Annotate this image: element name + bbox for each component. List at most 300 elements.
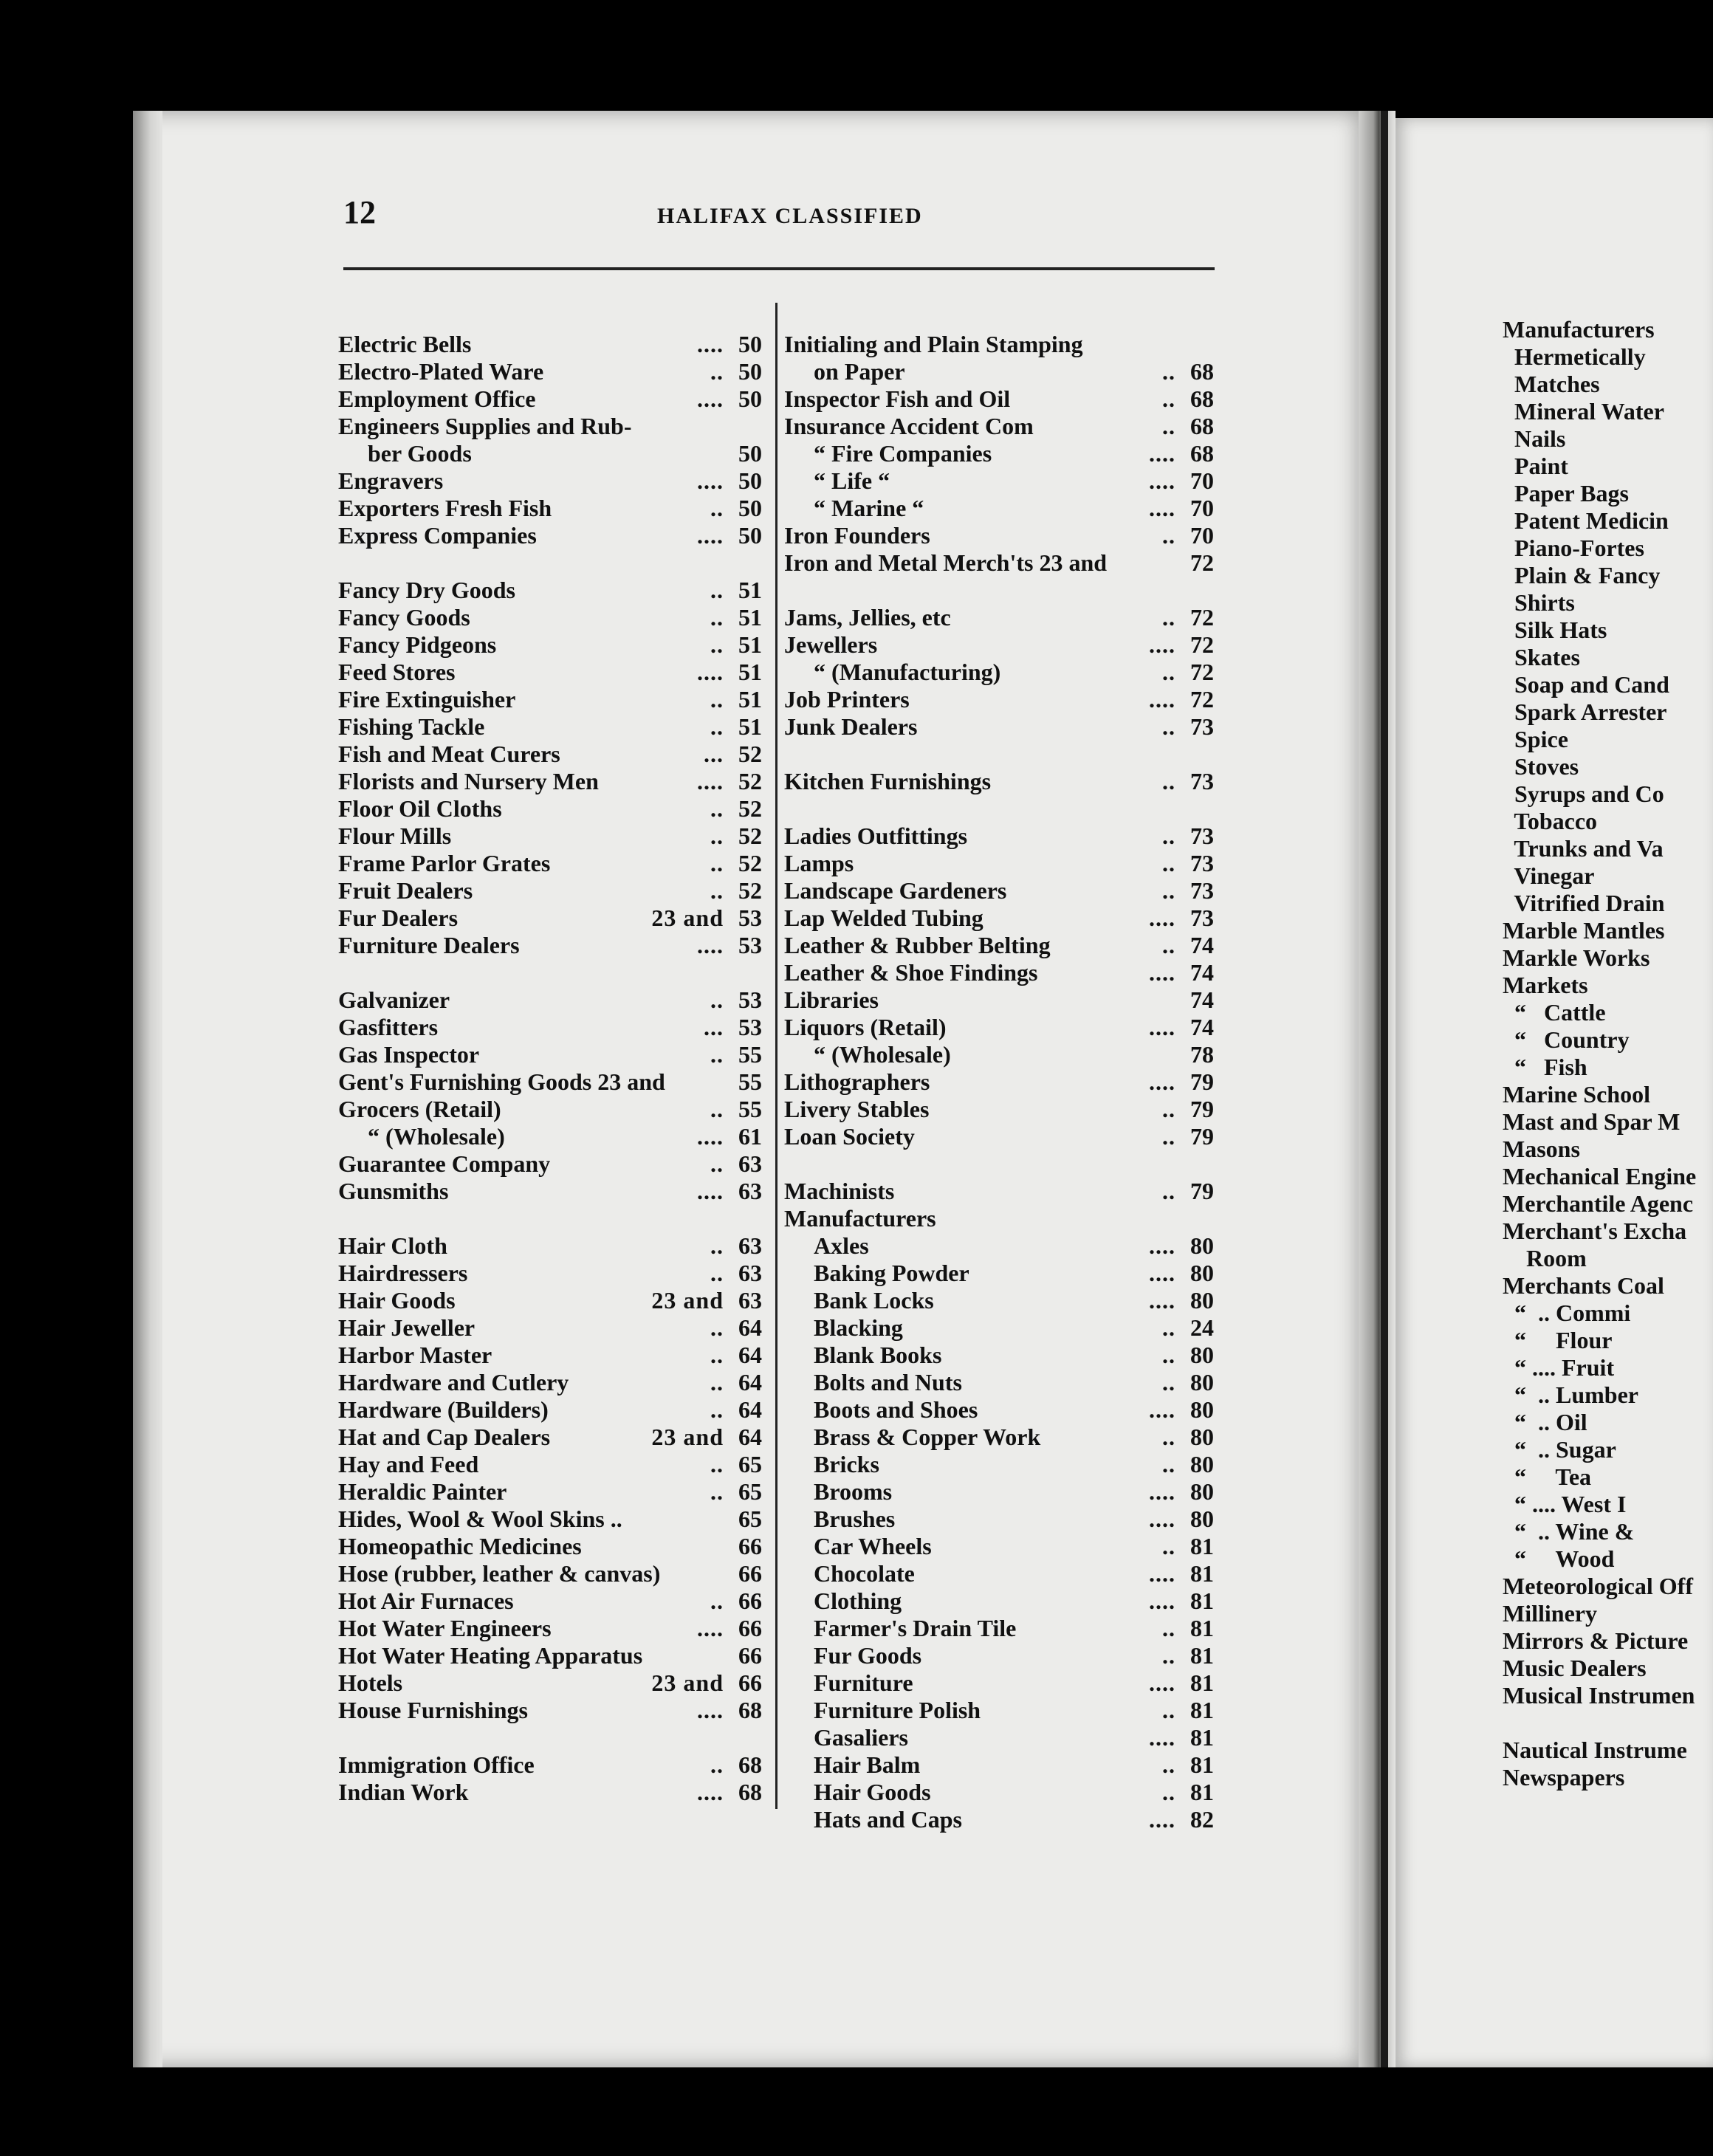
index-entry [338, 904, 762, 932]
entry-label: Hair Goods [338, 1287, 456, 1314]
entry-leader: .. [710, 1314, 724, 1341]
right-page-entry: Shirts [1503, 589, 1575, 616]
entry-label: Gunsmiths [338, 1178, 449, 1204]
entry-leader: .... [697, 1178, 724, 1204]
entry-leader: .... [1149, 1560, 1175, 1587]
index-column-middle [784, 331, 1214, 1833]
entry-leader: .. [710, 686, 724, 713]
index-entry [338, 959, 762, 986]
index-entry [338, 1779, 762, 1806]
right-page-entry: Markets [1503, 972, 1588, 998]
entry-page-number: 80 [1190, 1260, 1214, 1286]
entry-page-number: 53 [738, 1014, 762, 1040]
entry-label: Bolts and Nuts [814, 1369, 962, 1395]
index-entry [784, 741, 1214, 768]
right-page-entry: Marine School [1503, 1081, 1650, 1108]
index-entry [784, 1205, 1214, 1232]
entry-label: Brushes [814, 1506, 896, 1532]
index-entry [338, 1424, 762, 1451]
entry-leader: .. [710, 1369, 724, 1395]
index-entry [784, 1396, 1214, 1424]
entry-label: Brass & Copper Work [814, 1424, 1041, 1450]
index-column-right-page [1503, 316, 1696, 1791]
right-page-entry: “ Fish [1503, 1054, 1587, 1080]
entry-label: Fur Dealers [338, 904, 459, 931]
entry-leader: .. [1162, 932, 1175, 958]
entry-page-number: 52 [738, 768, 762, 794]
entry-page-number: 79 [1190, 1123, 1214, 1150]
entry-page-number: 68 [1190, 440, 1214, 467]
entry-leader: .. [710, 1232, 724, 1259]
entry-page-number: 65 [738, 1506, 762, 1532]
entry-leader: .... [697, 659, 724, 685]
right-page-entry: “ Cattle [1503, 999, 1606, 1026]
gutter-shadow [1381, 111, 1388, 2067]
entry-leader: .. [1162, 1779, 1175, 1805]
entry-leader: .. [1162, 1615, 1175, 1641]
entry-label: Iron Founders [784, 522, 930, 549]
entry-label: Fancy Goods [338, 604, 470, 631]
right-page-entry: “ .. Wine & [1503, 1518, 1635, 1545]
entry-leader: .. [1162, 1096, 1175, 1122]
index-entry [338, 1751, 762, 1779]
entry-label: Lap Welded Tubing [784, 904, 983, 931]
entry-label: Jewellers [784, 631, 878, 658]
entry-leader: .. [1162, 1751, 1175, 1778]
index-entry [338, 385, 762, 413]
entry-page-number: 64 [738, 1314, 762, 1341]
entry-label: Fire Extinguisher [338, 686, 516, 713]
index-entry [784, 467, 1214, 495]
index-entry [338, 850, 762, 877]
entry-page-number: 52 [738, 850, 762, 876]
entry-label: Homeopathic Medicines [338, 1533, 582, 1559]
entry-page-number: 66 [738, 1533, 762, 1559]
entry-label: Fur Goods [814, 1642, 922, 1669]
entry-label: Floor Oil Cloths [338, 795, 502, 822]
entry-label: Fancy Pidgeons [338, 631, 497, 658]
entry-label: Lamps [784, 850, 854, 876]
entry-page-number: 55 [738, 1041, 762, 1068]
index-entry [784, 1068, 1214, 1096]
entry-label: Iron and Metal Merch'ts 23 and [784, 549, 1108, 576]
entry-leader: .... [1149, 467, 1175, 494]
index-entry [338, 1232, 762, 1260]
entry-page-number: 78 [1190, 1041, 1214, 1068]
entry-label: Brooms [814, 1478, 893, 1505]
entry-leader: .. [1162, 1533, 1175, 1559]
page-title: HALIFAX CLASSIFIED [657, 204, 923, 228]
entry-page-number: 52 [738, 741, 762, 767]
entry-page-number: 73 [1190, 768, 1214, 794]
entry-label: Clothing [814, 1587, 902, 1614]
entry-label: Florists and Nursery Men [338, 768, 599, 794]
entry-page-number: 51 [738, 713, 762, 740]
index-entry [338, 577, 762, 604]
right-page-entry: Spice [1503, 726, 1568, 752]
entry-leader: .... [1149, 1669, 1175, 1696]
index-entry [338, 1314, 762, 1342]
right-page-entry: “ .... West I [1503, 1491, 1627, 1517]
index-entry [784, 1342, 1214, 1369]
entry-label: Immigration Office [338, 1751, 535, 1778]
entry-label: Gas Inspector [338, 1041, 480, 1068]
index-entry [338, 1068, 762, 1096]
entry-page-number: 50 [738, 331, 762, 357]
index-entry [784, 1724, 1214, 1751]
entry-leader: .. [1162, 768, 1175, 794]
entry-page-number: 80 [1190, 1287, 1214, 1314]
right-page-entry: “ .. Oil [1503, 1409, 1587, 1435]
entry-label: Loan Society [784, 1123, 915, 1150]
entry-label: Leather & Rubber Belting [784, 932, 1051, 958]
entry-page-number: 80 [1190, 1232, 1214, 1259]
right-page-entry: Vinegar [1503, 862, 1595, 889]
index-entry [784, 959, 1214, 986]
index-entry [338, 1096, 762, 1123]
entry-label: Frame Parlor Grates [338, 850, 551, 876]
entry-label: Hotels [338, 1669, 403, 1696]
right-page-entry [1503, 1709, 1696, 1737]
entry-leader: .. [1162, 604, 1175, 631]
index-entry [338, 877, 762, 904]
entry-leader: .... [1149, 440, 1175, 467]
entry-page-number: 72 [1190, 659, 1214, 685]
entry-label: “ (Wholesale) [814, 1041, 951, 1068]
index-entry [338, 1342, 762, 1369]
entry-leader: .... [697, 932, 724, 958]
entry-page-number: 51 [738, 659, 762, 685]
entry-page-number: 81 [1190, 1724, 1214, 1751]
right-page-entry: “ .. Commi [1503, 1300, 1631, 1326]
right-page-entry: Mirrors & Picture [1503, 1627, 1689, 1654]
right-page-entry: Stoves [1503, 753, 1579, 780]
right-page-entry: Hermetically [1503, 343, 1646, 370]
entry-leader: .... [1149, 1014, 1175, 1040]
entry-label: Grocers (Retail) [338, 1096, 501, 1122]
entry-leader: 23 and [651, 1669, 724, 1696]
entry-leader: .... [697, 768, 724, 794]
index-entry [338, 1724, 762, 1751]
entry-leader: .. [1162, 1369, 1175, 1395]
entry-page-number: 64 [738, 1424, 762, 1450]
index-entry [784, 1232, 1214, 1260]
index-entry [784, 631, 1214, 659]
entry-leader: .. [710, 877, 724, 904]
entry-leader: .. [710, 1478, 724, 1505]
entry-page-number: 53 [738, 932, 762, 958]
index-entry [338, 495, 762, 522]
entry-page-number: 50 [738, 522, 762, 549]
right-page-entry: Nautical Instrume [1503, 1737, 1687, 1763]
entry-label: Farmer's Drain Tile [814, 1615, 1017, 1641]
entry-page-number: 66 [738, 1615, 762, 1641]
entry-page-number: 50 [738, 358, 762, 385]
index-entry [784, 1533, 1214, 1560]
entry-page-number: 74 [1190, 1014, 1214, 1040]
entry-leader: .. [710, 1260, 724, 1286]
entry-leader: .. [710, 1451, 724, 1477]
index-entry [784, 1587, 1214, 1615]
right-page-entry: Marble Mantles [1503, 917, 1665, 944]
entry-label: Hides, Wool & Wool Skins .. [338, 1506, 622, 1532]
entry-label: Blacking [814, 1314, 903, 1341]
entry-page-number: 66 [738, 1587, 762, 1614]
entry-label: Lithographers [784, 1068, 930, 1095]
index-entry [784, 440, 1214, 467]
entry-label: Hairdressers [338, 1260, 468, 1286]
entry-leader: .... [1149, 631, 1175, 658]
index-entry [784, 577, 1214, 604]
index-entry [784, 904, 1214, 932]
index-entry [784, 686, 1214, 713]
entry-label: Feed Stores [338, 659, 456, 685]
entry-page-number: 64 [738, 1396, 762, 1423]
index-entry [338, 1533, 762, 1560]
index-entry [784, 768, 1214, 795]
entry-label: Heraldic Painter [338, 1478, 507, 1505]
entry-label: Bricks [814, 1451, 879, 1477]
entry-page-number: 52 [738, 795, 762, 822]
entry-page-number: 81 [1190, 1587, 1214, 1614]
entry-leader: .. [1162, 358, 1175, 385]
index-entry [338, 631, 762, 659]
entry-label: Liquors (Retail) [784, 1014, 947, 1040]
index-entry [338, 659, 762, 686]
entry-leader: .... [1149, 1287, 1175, 1314]
index-entry [338, 741, 762, 768]
entry-leader: .... [697, 522, 724, 549]
index-entry [338, 1123, 762, 1150]
entry-label: Electric Bells [338, 331, 472, 357]
entry-label: Flour Mills [338, 823, 452, 849]
index-entry [338, 1260, 762, 1287]
entry-page-number: 61 [738, 1123, 762, 1150]
index-entry [784, 1014, 1214, 1041]
entry-page-number: 68 [1190, 385, 1214, 412]
right-page-entry: Millinery [1503, 1600, 1597, 1627]
index-entry [338, 1396, 762, 1424]
entry-page-number: 81 [1190, 1533, 1214, 1559]
entry-label: Furniture Dealers [338, 932, 520, 958]
entry-leader: .. [1162, 823, 1175, 849]
right-page-entry: “ Tea [1503, 1463, 1592, 1490]
entry-page-number: 52 [738, 823, 762, 849]
entry-label: Hot Water Engineers [338, 1615, 552, 1641]
entry-label: Hose (rubber, leather & canvas) [338, 1560, 661, 1587]
entry-leader: .. [710, 1096, 724, 1122]
index-entry [784, 823, 1214, 850]
entry-leader: .. [1162, 713, 1175, 740]
entry-page-number: 64 [738, 1342, 762, 1368]
entry-page-number: 68 [738, 1779, 762, 1805]
entry-label: Insurance Accident Com [784, 413, 1034, 439]
entry-page-number: 73 [1190, 850, 1214, 876]
entry-page-number: 80 [1190, 1478, 1214, 1505]
entry-page-number: 81 [1190, 1560, 1214, 1587]
entry-page-number: 63 [738, 1178, 762, 1204]
right-page-entry: Skates [1503, 644, 1580, 670]
index-entry [338, 1287, 762, 1314]
entry-page-number: 81 [1190, 1779, 1214, 1805]
entry-label: Inspector Fish and Oil [784, 385, 1011, 412]
entry-page-number: 51 [738, 604, 762, 631]
entry-page-number: 70 [1190, 495, 1214, 521]
index-entry [338, 686, 762, 713]
entry-label: Job Printers [784, 686, 910, 713]
index-entry [784, 1424, 1214, 1451]
right-page-entry: Tobacco [1503, 808, 1598, 834]
right-page-entry: “ Wood [1503, 1545, 1615, 1572]
right-page-entry: Piano-Fortes [1503, 535, 1644, 561]
index-entry [784, 1751, 1214, 1779]
entry-page-number: 80 [1190, 1506, 1214, 1532]
entry-label: Hair Jeweller [338, 1314, 476, 1341]
right-page-entry: Paper Bags [1503, 480, 1629, 507]
entry-label: Engravers [338, 467, 444, 494]
index-entry [338, 467, 762, 495]
index-entry [784, 1178, 1214, 1205]
entry-leader: .. [710, 358, 724, 385]
index-entry [338, 932, 762, 959]
entry-leader: .. [710, 1587, 724, 1614]
entry-label: Exporters Fresh Fish [338, 495, 552, 521]
entry-label: Employment Office [338, 385, 536, 412]
index-entry [784, 877, 1214, 904]
index-entry [784, 549, 1214, 577]
entry-page-number: 73 [1190, 713, 1214, 740]
entry-leader: .... [1149, 1806, 1175, 1833]
index-entry [338, 1669, 762, 1697]
entry-page-number: 72 [1190, 604, 1214, 631]
entry-label: House Furnishings [338, 1697, 528, 1723]
entry-label: Kitchen Furnishings [784, 768, 992, 794]
index-entry [338, 1014, 762, 1041]
entry-label: “ Marine “ [814, 495, 924, 521]
entry-page-number: 50 [738, 385, 762, 412]
entry-page-number: 52 [738, 877, 762, 904]
index-entry [784, 1615, 1214, 1642]
entry-leader: .. [1162, 1123, 1175, 1150]
right-page-entry: Merchant's Excha [1503, 1218, 1687, 1244]
entry-page-number: 66 [738, 1560, 762, 1587]
right-page-entry: Spark Arrester [1503, 698, 1667, 725]
index-entry [784, 1314, 1214, 1342]
entry-page-number: 51 [738, 577, 762, 603]
entry-label: Machinists [784, 1178, 895, 1204]
index-entry [784, 1642, 1214, 1669]
entry-label: Furniture Polish [814, 1697, 981, 1723]
index-entry [784, 1041, 1214, 1068]
entry-label: Hat and Cap Dealers [338, 1424, 551, 1450]
index-entry [338, 1615, 762, 1642]
entry-label: Blank Books [814, 1342, 942, 1368]
entry-leader: .... [1149, 1232, 1175, 1259]
right-page-entry: “ .... Fruit [1503, 1354, 1615, 1381]
entry-page-number: 66 [738, 1669, 762, 1696]
index-entry [784, 795, 1214, 823]
entry-label: Gasaliers [814, 1724, 908, 1751]
entry-page-number: 74 [1190, 959, 1214, 986]
entry-label: “ (Manufacturing) [814, 659, 1001, 685]
entry-leader: .... [1149, 495, 1175, 521]
index-entry [338, 1506, 762, 1533]
right-page-entry: Soap and Cand [1503, 671, 1669, 698]
entry-label: on Paper [814, 358, 905, 385]
entry-page-number: 51 [738, 686, 762, 713]
entry-page-number: 80 [1190, 1369, 1214, 1395]
entry-page-number: 55 [738, 1096, 762, 1122]
right-page-entry: Patent Medicin [1503, 507, 1669, 534]
page-number: 12 [343, 194, 376, 230]
index-entry [784, 522, 1214, 549]
entry-leader: .. [710, 823, 724, 849]
index-entry [784, 850, 1214, 877]
index-entry [784, 1806, 1214, 1833]
entry-leader: .. [710, 577, 724, 603]
entry-page-number: 72 [1190, 631, 1214, 658]
entry-leader: .. [1162, 1642, 1175, 1669]
entry-page-number: 50 [738, 495, 762, 521]
right-page-entry: Mineral Water [1503, 398, 1664, 425]
right-page-entry: Merchantile Agenc [1503, 1190, 1694, 1217]
right-page-entry: “ .. Sugar [1503, 1436, 1616, 1463]
entry-label: Boots and Shoes [814, 1396, 978, 1423]
entry-leader: .. [1162, 1697, 1175, 1723]
entry-page-number: 80 [1190, 1396, 1214, 1423]
entry-page-number: 72 [1190, 549, 1214, 576]
entry-label: Hair Cloth [338, 1232, 447, 1259]
index-entry [784, 413, 1214, 440]
entry-page-number: 79 [1190, 1178, 1214, 1204]
index-entry [338, 522, 762, 549]
entry-page-number: 81 [1190, 1697, 1214, 1723]
entry-leader: .. [1162, 659, 1175, 685]
entry-leader: .... [697, 385, 724, 412]
entry-label: Fancy Dry Goods [338, 577, 515, 603]
entry-leader: .. [1162, 385, 1175, 412]
entry-page-number: 74 [1190, 986, 1214, 1013]
entry-page-number: 64 [738, 1369, 762, 1395]
right-page-entry: Manufacturers [1503, 316, 1655, 343]
index-entry [784, 986, 1214, 1014]
entry-leader: .. [1162, 413, 1175, 439]
entry-leader: .... [697, 331, 724, 357]
entry-label: Ladies Outfittings [784, 823, 968, 849]
entry-leader: 23 and [651, 904, 724, 931]
index-entry [338, 1587, 762, 1615]
entry-leader: .... [1149, 1506, 1175, 1532]
right-page-entry: Merchants Coal [1503, 1272, 1664, 1299]
entry-page-number: 79 [1190, 1068, 1214, 1095]
entry-leader: .. [1162, 1451, 1175, 1477]
right-page-entry: Mechanical Engine [1503, 1163, 1697, 1189]
entry-label: Livery Stables [784, 1096, 930, 1122]
right-page-entry: Room [1503, 1245, 1587, 1271]
entry-page-number: 55 [738, 1068, 762, 1095]
entry-leader: .. [1162, 1342, 1175, 1368]
entry-label: Initialing and Plain Stamping [784, 331, 1083, 357]
entry-leader: .. [1162, 877, 1175, 904]
entry-page-number: 68 [1190, 358, 1214, 385]
right-page-entry: “ .. Lumber [1503, 1381, 1638, 1408]
index-entry [784, 1369, 1214, 1396]
entry-page-number: 82 [1190, 1806, 1214, 1833]
entry-page-number: 80 [1190, 1451, 1214, 1477]
entry-label: Guarantee Company [338, 1150, 551, 1177]
right-page-entry: Matches [1503, 371, 1600, 397]
entry-page-number: 65 [738, 1478, 762, 1505]
